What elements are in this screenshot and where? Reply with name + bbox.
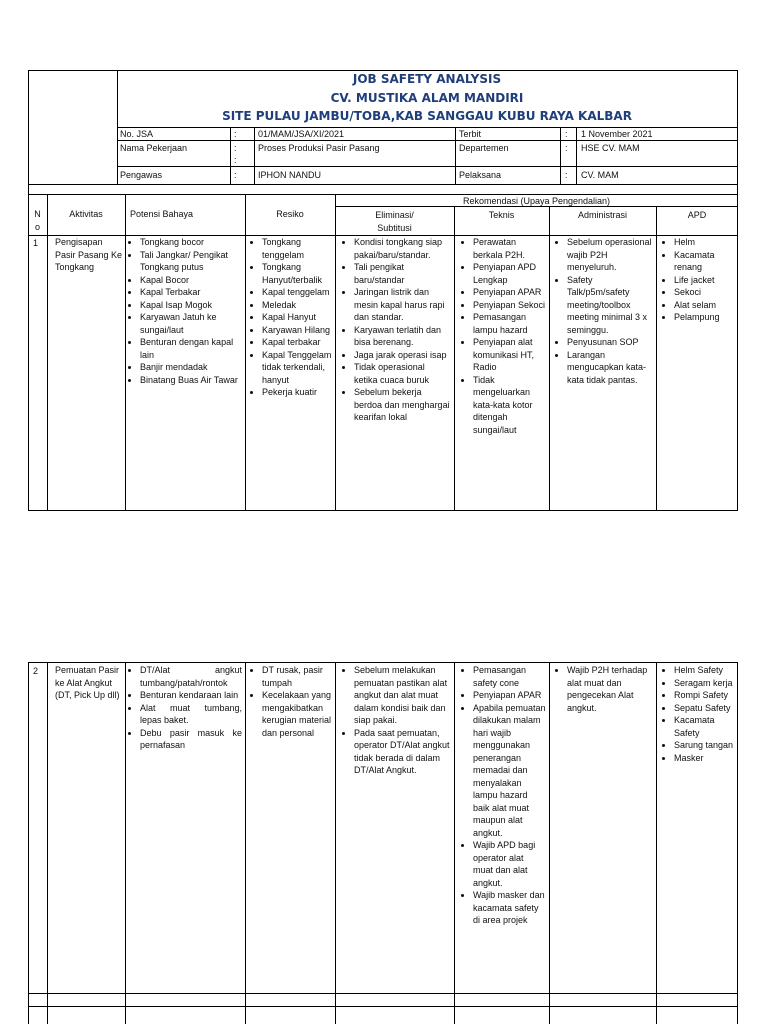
list-item: • Kapal Terbakar (140, 286, 242, 299)
list-item: • DT/Alat angkut tumbang/patah/rontok (140, 664, 242, 689)
grid-line (549, 206, 550, 511)
bullet-list (342, 664, 450, 777)
aktivitas-text: Pengisapan Pasir Pasang Ke Tongkang (55, 237, 123, 272)
list-item: • Alat selam (674, 299, 736, 312)
row-eliminasi (342, 664, 450, 777)
bullet-list (128, 664, 242, 752)
list-item: • Kacamata Safety (674, 714, 736, 739)
list-item: • Sebelum operasional wajib P2H menyeluruh. (567, 236, 653, 274)
column-header-administrasi: Administrasi (577, 210, 627, 220)
row-teknis (461, 664, 546, 927)
list-item: • Kondisi tongkang siap pakai/baru/standar. (354, 236, 450, 261)
colon: : (234, 155, 237, 165)
bullet-list (555, 664, 653, 714)
bullet-list (662, 236, 736, 324)
bullet-list (662, 664, 736, 764)
list-item: • Jaringan listrik dan mesin kapal harus rapi dan standar. (354, 286, 450, 324)
bullet-list (461, 236, 546, 436)
column-header-eliminasi: Eliminasi/ (375, 210, 414, 220)
list-item: • Kapal Hanyut (262, 311, 332, 324)
grid-line (455, 127, 456, 184)
list-item: • Rompi Safety (674, 689, 736, 702)
list-item: • Wajib APD bagi operator alat muat dan alat angkut. (473, 839, 546, 889)
list-item: • Life jacket (674, 274, 736, 287)
grid-line (656, 662, 657, 1024)
row-number: 1 (33, 238, 39, 248)
bullet-list (461, 664, 546, 927)
grid-line (28, 993, 738, 994)
list-item: • Tongkang Hanyut/terbalik (262, 261, 332, 286)
grid-line (47, 194, 48, 511)
nama-pekerjaan-label: Nama Pekerjaan (120, 143, 188, 153)
row-potensi-bahaya (128, 664, 242, 752)
list-item: • Karyawan Jatuh ke sungai/laut (140, 311, 242, 336)
list-item: • Pelampung (674, 311, 736, 324)
grid-line (125, 194, 126, 511)
column-header-subtitusi: Subtitusi (377, 223, 412, 233)
pelaksana-label: Pelaksana (459, 170, 502, 180)
colon: : (565, 129, 568, 139)
pengawas-value: IPHON NANDU (258, 170, 322, 180)
row-resiko (250, 664, 332, 739)
grid-line (454, 206, 455, 511)
grid-line (28, 184, 738, 185)
list-item: • Jaga jarak operasi isap (354, 349, 450, 362)
list-item: • Tali pengikat baru/standar (354, 261, 450, 286)
list-item: • Perawatan berkala P2H. (473, 236, 546, 261)
list-item: • Helm (674, 236, 736, 249)
grid-line (117, 166, 737, 167)
site-name: SITE PULAU JAMBU/TOBA,KAB SANGGAU KUBU RAYA KALBAR (222, 109, 632, 123)
list-item: • Kacamata renang (674, 249, 736, 274)
list-item: • Penyusunan SOP (567, 336, 653, 349)
grid-line (549, 662, 550, 1024)
grid-line (245, 662, 246, 1024)
row-administrasi (555, 664, 653, 714)
column-header-potensi-bahaya: Potensi Bahaya (130, 209, 194, 219)
grid-line (560, 127, 561, 184)
document-title: JOB SAFETY ANALYSIS (352, 72, 502, 86)
list-item: • Penyiapan Sekoci (473, 299, 546, 312)
row-administrasi (555, 236, 653, 386)
grid-line (28, 1006, 738, 1007)
list-item: • Pada saat pemuatan, operator DT/Alat angkut tidak berada di dalam DT/Alat Angkut. (354, 727, 450, 777)
list-item: • Alat muat tumbang, lepas baket. (140, 702, 242, 727)
list-item: • Karyawan Hilang (262, 324, 332, 337)
row-potensi-bahaya (128, 236, 242, 386)
colon: : (234, 129, 237, 139)
column-header-apd: APD (687, 210, 707, 220)
list-item: • Kapal Bocor (140, 274, 242, 287)
grid-line (576, 127, 577, 184)
colon: : (565, 170, 568, 180)
list-item: • Tongkang tenggelam (262, 236, 332, 261)
list-item: • DT rusak, pasir tumpah (262, 664, 332, 689)
grid-line (28, 662, 738, 663)
list-item: • Helm Safety (674, 664, 736, 677)
departemen-label: Departemen (459, 143, 509, 153)
list-item: • Benturan kendaraan lain (140, 689, 242, 702)
column-header-no: o (34, 222, 40, 232)
list-item: • Penyiapan alat komunikasi HT, Radio (473, 336, 546, 374)
pelaksana-value: CV. MAM (581, 170, 619, 180)
column-header-rekomendasi: Rekomendasi (Upaya Pengendalian) (462, 196, 611, 206)
list-item: • Larangan mengucapkan kata-kata tidak pantas. (567, 349, 653, 387)
colon: : (234, 143, 237, 153)
list-item: • Karyawan terlatih dan bisa berenang. (354, 324, 450, 349)
column-header-no: N (34, 209, 41, 219)
nama-pekerjaan-value: Proses Produksi Pasir Pasang (258, 143, 380, 153)
list-item: • Penyiapan APAR (473, 689, 546, 702)
colon: : (565, 143, 568, 153)
grid-line (335, 194, 336, 511)
list-item: • Sekoci (674, 286, 736, 299)
no-jsa-label: No. JSA (120, 129, 154, 139)
list-item: • Kapal tenggelam (262, 286, 332, 299)
bullet-list (250, 236, 332, 399)
list-item: • Pekerja kuatir (262, 386, 332, 399)
column-header-aktivitas: Aktivitas (69, 209, 103, 219)
list-item: • Meledak (262, 299, 332, 312)
grid-line (28, 662, 29, 1024)
list-item: • Tongkang bocor (140, 236, 242, 249)
bullet-list (250, 664, 332, 739)
list-item: • Apabila pemuatan dilakukan malam hari wajib menggunakan penerangan memadai dan menyalakan lampu hazard baik alat muat maupun alat angkut. (473, 702, 546, 840)
list-item: • Pemasangan safety cone (473, 664, 546, 689)
grid-line (454, 662, 455, 1024)
grid-line (117, 140, 737, 141)
list-item: • Kapal Tenggelam tidak terkendali, hanyut (262, 349, 332, 387)
row-teknis (461, 236, 546, 436)
terbit-label: Terbit (459, 129, 482, 139)
list-item: • Tali Jangkar/ Pengikat Tongkang putus (140, 249, 242, 274)
list-item: • Sebelum bekerja berdoa dan menghargai kearifan lokal (354, 386, 450, 424)
bullet-list (342, 236, 450, 424)
list-item: • Penyiapan APD Lengkap (473, 261, 546, 286)
grid-line (47, 662, 48, 1024)
list-item: • Pemasangan lampu hazard (473, 311, 546, 336)
list-item: • Kapal Isap Mogok (140, 299, 242, 312)
row-resiko (250, 236, 332, 399)
list-item: • Penyiapan APAR (473, 286, 546, 299)
list-item: • Seragam kerja (674, 677, 736, 690)
list-item: • Tidak mengeluarkan kata-kata kotor ditengah sungai/laut (473, 374, 546, 437)
row-apd (662, 236, 736, 324)
row-number: 2 (33, 666, 39, 676)
grid-line (335, 662, 336, 1024)
bullet-list (555, 236, 653, 386)
departemen-value: HSE CV. MAM (581, 143, 640, 153)
list-item: • Sebelum melakukan pemuatan pastikan alat angkut dan alat muat dalam kondisi baik dan siap pakai. (354, 664, 450, 727)
row-eliminasi (342, 236, 450, 424)
list-item: • Kecelakaan yang mengakibatkan kerugian material dan personal (262, 689, 332, 739)
bullet-list (128, 236, 242, 386)
row-apd (662, 664, 736, 764)
grid-line (656, 206, 657, 511)
column-header-resiko: Resiko (276, 209, 304, 219)
list-item: • Masker (674, 752, 736, 765)
list-item: • Tidak operasional ketika cuaca buruk (354, 361, 450, 386)
company-name: CV. MUSTIKA ALAM MANDIRI (330, 91, 524, 105)
grid-line (245, 194, 246, 511)
list-item: • Sepatu Safety (674, 702, 736, 715)
column-header-teknis: Teknis (488, 210, 515, 220)
pengawas-label: Pengawas (120, 170, 163, 180)
no-jsa-value: 01/MAM/JSA/XI/2021 (258, 129, 345, 139)
list-item: • Debu pasir masuk ke pernafasan (140, 727, 242, 752)
list-item: • Wajib masker dan kacamata safety di area projek (473, 889, 546, 927)
grid-line (254, 127, 255, 184)
aktivitas-text: Pemuatan Pasir ke Alat Angkut (DT, Pick Up dll) (55, 665, 120, 700)
row-aktivitas (55, 664, 123, 702)
grid-line (230, 127, 231, 184)
terbit-value: 1 November 2021 (581, 129, 653, 139)
list-item: • Kapal terbakar (262, 336, 332, 349)
grid-line (737, 662, 738, 1024)
list-item: • Banjir mendadak (140, 361, 242, 374)
list-item: • Safety Talk/p5m/safety meeting/toolbox meeting minimal 3 x seminggu. (567, 274, 653, 337)
list-item: • Wajib P2H terhadap alat muat dan pengecekan Alat angkut. (567, 664, 653, 714)
grid-line (125, 662, 126, 1024)
colon: : (234, 170, 237, 180)
list-item: • Benturan dengan kapal lain (140, 336, 242, 361)
list-item: • Sarung tangan (674, 739, 736, 752)
list-item: • Binatang Buas Air Tawar (140, 374, 242, 387)
row-aktivitas (55, 236, 123, 274)
